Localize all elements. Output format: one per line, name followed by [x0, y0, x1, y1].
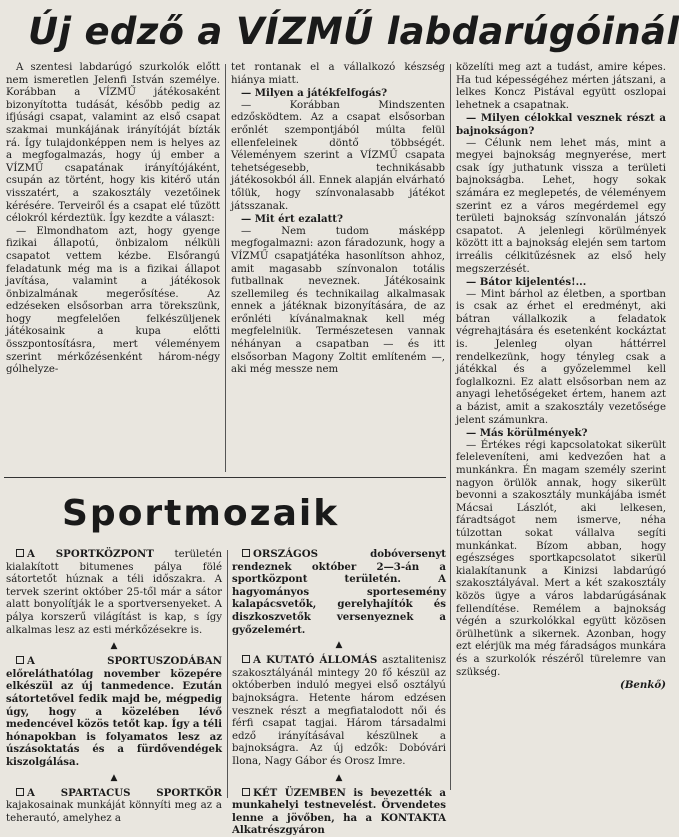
news-item-lead: A SPARTACUS SPORTKÖR [27, 786, 222, 799]
author-signature: (Benkő) [620, 679, 666, 692]
question-paragraph: — Milyen a játékfelfogás? [241, 87, 388, 100]
triangle-separator-icon: ▲ [335, 640, 343, 651]
news-item-text: dobóversenyt rendeznek október 2—3-án a sportközpont területén. A hagyományos sportesemény kalapácsvetők, gerelyhajítók és diszkoszvetők versenyeznek a győzelemért. [232, 548, 446, 636]
news-item-lead: A SPORTUSZODÁBAN [27, 655, 222, 668]
square-bullet-icon [16, 549, 24, 557]
article-column-3 [456, 62, 666, 790]
article-column-1 [6, 62, 220, 474]
question-paragraph: — Milyen célokkal vesznek részt a bajnokságon? [456, 112, 666, 137]
column-divider [227, 550, 228, 798]
news-item-text: területén kialakított bitumenes pálya fölé sátortetőt húznak a téli időszakra. A tervek szerint október 25-től már a sátor alatt bonyolítják le a sportversenyeket. A pálya korszerű világítást is kap, s így alkalmas lesz az esti mérkőzésekre is. [6, 549, 223, 636]
news-item-text: kajakosainak munkáját könnyíti meg az a teherautó, amelyhez a [6, 800, 222, 824]
article-paragraph: — Értékes régi kapcsolatokat sikerült feleleveníteni, ami kedvezően hat a munkánkra. Én magam személy szerint nagyon örülök annak, hogy sikerült bevonni a szakosztály munkájába ismét Mácsai Lászlót, aki lelkesen, fáradtságot nem ismerve, néha túlzottan sokat vállalva segíti munkánkat. Bízom abban, hogy egészséges sportkapcsolatot sikerül kialakítanunk a Kinizsi labdarúgó szakosztályával. Mert a két szakosztály közös ügye a város labdarúgásának fellendítése. Remélem a bajnokság végén a szurkolókkal együtt közösen örülhetünk a sikernek. Azonban, hogy ezt elérjük ma még fáradságos munkára és a szurkolók részéről türelemre van szükség. [456, 439, 666, 678]
news-item [6, 548, 222, 637]
triangle-separator-icon: ▲ [110, 772, 118, 783]
news-item-lead: A SPORTKÖZPONT [27, 548, 154, 560]
news-item-text: asztalitenisz szakosztályánál mintegy 20 fő készül az októberben induló megyei első osztályú bajnokságra. Hetente három edzésen vesznek részt a megfiatalodott női és férfi csapat tagjai. Három társadalmi edző irányításával készülnek a bajnokságra. Az új edzők: Dobóvári Ilona, Nagy Gábor és Orosz Imre. [232, 655, 446, 767]
article-paragraph: — Célunk nem lehet más, mint a megyei bajnokság megnyerése, mert csak így juthatunk vissza a területi bajnokságba. Lehet, hogy sokak számára ez meglepetés, de véleményem szerint ez a város megérdemel egy területi bajnokság színvonalán játszó csapatot. A jelenlegi körülmények között itt a bajnokság elején sem tartom irreális célkitűzésnek az első hely megszerzését. [456, 137, 666, 275]
triangle-separator-icon: ▲ [335, 772, 343, 783]
question-paragraph: — Más körülmények? [466, 427, 588, 440]
article-paragraph: — Mint bárhol az életben, a sportban is csak az érhet el eredményt, aki bátran vállalkozik a feladatok végrehajtására és esetenként kockáztat is. Jelenleg olyan háttérrel rendelkezünk, hogy tényleg csak a játékkal és a győzelemmel kell foglalkozni. Ez alatt elsősorban nem az anyagi lehetőségeket értem, hanem azt a bázist, amit a szakosztály vezetősége jelent számunkra. [456, 288, 666, 426]
square-bullet-icon [242, 788, 250, 796]
triangle-separator-icon: ▲ [110, 641, 118, 652]
news-item-lead: ORSZÁGOS [253, 548, 318, 560]
article-column-2 [231, 62, 445, 474]
article-paragraph: — Korábban Mindszenten edzősködtem. Az a csapat elsősorban erőnlét szempontjából múlta felül ellenfeleinek döntő többségét. Véleményem szerint a VÍZMŰ csapata tehetségesebb, technikásabb játékosokból áll. Ennek alapján elvárható tőlük, hogy színvonalasabb játékot játsszanak. [231, 99, 445, 212]
article-paragraph: — Elmondhatom azt, hogy gyenge fizikai állapotú, önbizalom nélküli csapatot vettem kézbe. Elsőrangú feladatunk még ma is a fizikai állapot javítása, valamint a játékosok önbizalmának megerősítése. Az edzéseken elsősorban arra törekszünk, hogy megfelelően felkészüljenek játékosaink a kupa előtti összpontosításra, mert véleményem szerint mérkőzésenként három-négy gólhelyze- [6, 225, 220, 376]
article-paragraph: A szentesi labdarúgó szurkolók előtt nem ismeretlen Jelenfi István személye. Korábban a VÍZMŰ játékosaként bizonyította tudását, később pedig az ifjúsági csapat, valamint az első csapat szakmai munkájának irányítóját bízták rá. Így tulajdonképpen nem is helyes az a megfogalmazás, hogy új ember a VÍZMŰ csapatának irányítójáként, csupán az történt, hogy kis kitérő után visszatért, a szakosztály vezetőinek kérésére. Terveiről és a csapat elé tűzött célokról kérdeztük. Így kezdte a választ: [6, 62, 220, 225]
question-paragraph: — Mit ért ezalatt? [241, 213, 343, 226]
news-item [6, 787, 222, 826]
square-bullet-icon [242, 549, 250, 557]
news-item-lead: KÉT ÜZEMBEN [253, 786, 346, 799]
column-divider [450, 64, 451, 790]
question-paragraph: — Bátor kijelentés!... [466, 276, 587, 289]
news-item-text: is bevezették a munkahelyi testnevelést. Örvendetes lenne a jövőben, ha a KONTAKTA Alkatrészgyáron [232, 786, 446, 837]
mozaik-column-1 [6, 548, 223, 824]
news-item-text: előreláthatólag november közepére elkészül az új tanmedence. Ezután sátortetővel fedik majd be, mégpedig úgy, hogy a közelében lévő medencével közös tetőt kap. Így a téli hónapokban is folyamatos lesz az úszásoktatás és a fürdővendégek kiszolgálása. [6, 667, 222, 768]
mozaik-column-2 [232, 548, 446, 837]
article-paragraph: — Nem tudom másképp megfogalmazni: azon fáradozunk, hogy a VÍZMŰ csapatjátéka hasonlítson ahhoz, amit magasabb színvonalon totális futballnak neveznek. Játékosaink szellemileg és technikailag alkalmasak ennek a játéknak bizonyítására, de az erőnléti kívánalmaknak kell még megfelelniük. Természetesen vannak néhányan a csapatban — és itt elsősorban Magony Zoltit említeném —, aki még messze nem [231, 225, 445, 376]
news-item [6, 655, 222, 768]
news-item [232, 787, 446, 837]
article-paragraph: tet rontanak el a vállalkozó készség hiánya miatt. [231, 62, 445, 86]
square-bullet-icon [242, 655, 250, 663]
column-divider [225, 64, 226, 472]
news-item [232, 548, 446, 636]
square-bullet-icon [16, 788, 24, 796]
news-item-lead: A KUTATÓ ÁLLOMÁS [253, 654, 378, 667]
section-divider [4, 477, 446, 478]
square-bullet-icon [16, 656, 24, 664]
headline: Új edző a VÍZMŰ labdarúgóinál [28, 10, 679, 53]
section-title: Sportmozaik [62, 493, 340, 534]
article-paragraph: közelíti meg azt a tudást, amire képes. Ha tud képességéhez mérten játszani, a lelkes Koncz Pistával együtt oszlopai lehetnek a csapatnak. [456, 62, 666, 111]
news-item [232, 654, 446, 768]
